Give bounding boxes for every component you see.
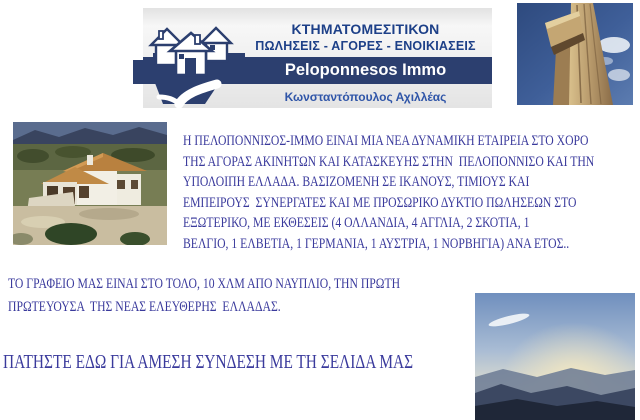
office-line: ΠΡΩΤΕΥΟΥΣΑ ΤΗΣ ΝΕΑΣ ΕΛΕΥΘΕΡΗΣ ΕΛΛΑΔΑΣ.: [8, 299, 281, 315]
intro-line: ΒΕΛΓΙΟ, 1 ΕΛΒΕΤΙΑ, 1 ΓΕΡΜΑΝΙΑ, 1 ΑΥΣΤΡΙΑ, 1 ΝΟΡΒΗΓΙΑ) ΑΝΑ ΕΤΟΣ..: [183, 235, 570, 252]
house-photo: [13, 122, 167, 245]
banner-heading-line1: ΚΤΗΜΑΤΟΜΕΣΙΤΙΚΟΝ: [291, 21, 440, 37]
brand-name: Peloponnesos Immo: [284, 61, 447, 79]
intro-line: ΤΗΣ ΑΓΟΡΑΣ ΑΚΙΝΗΤΩΝ ΚΑΙ ΚΑΤΑΣΚΕΥΗΣ ΣΤΗΝ ΠΕΛΟΠΟΝΝΙΣΟ ΚΑΙ ΤΗΝ: [183, 153, 595, 170]
agent-name: Κωνσταντόπουλος Αχιλλέας: [284, 90, 447, 104]
intro-line: ΥΠΟΛΟΙΠΗ ΕΛΛΑΔΑ. ΒΑΣΙΖΟΜΕΝΗ ΣΕ ΙΚΑΝΟΥΣ, ΤΙΜΙΟΥΣ ΚΑΙ: [183, 174, 530, 190]
intro-line: ΕΞΩΤΕΡΙΚΟ, ΜΕ ΕΚΘΕΣΕΙΣ (4 ΟΛΛΑΝΔΙΑ, 4 ΑΓΓΛΙΑ, 2 ΣΚΟΤΙΑ, 1: [183, 215, 530, 231]
sunset-photo: [475, 293, 635, 420]
intro-line: ΕΜΠΕΙΡΟΥΣ ΣΥΝΕΡΓΑΤΕΣ ΚΑΙ ΜΕ ΠΡΟΣΩΡΙΚΟ ΔΥΚΤΙΟ ΠΩΛΗΣΕΩΝ ΣΤΟ: [183, 194, 577, 211]
intro-line: Η ΠΕΛΟΠΟΝΝΙΣΟΣ-ΙΜΜΟ ΕΙΝΑΙ ΜΙΑ ΝΕΑ ΔΥΝΑΜΙΚΗ ΕΤΑΙΡΕΙΑ ΣΤΟ ΧΟΡΟ: [183, 133, 589, 149]
houses-logo-icon: [131, 20, 253, 108]
header-banner: [143, 8, 492, 108]
intro-paragraph: [183, 131, 640, 254]
columns-photo: [517, 3, 633, 105]
office-location-text: [8, 273, 511, 319]
banner-heading-line2: ΠΩΛΗΣΕΙΣ - ΑΓΟΡΕΣ - ΕΝΟΙΚΙΑΣΕΙΣ: [255, 39, 476, 53]
office-line: ΤΟ ΓΡΑΦΕΙΟ ΜΑΣ ΕΙΝΑΙ ΣΤΟ ΤΟΛΟ, 10 ΧΛΜ ΑΠΟ ΝΑΥΠΛΙΟ, ΤΗΝ ΠΡΩΤΗ: [8, 276, 401, 292]
homepage-link[interactable]: ΠΑΤΗΣΤΕ ΕΔΩ ΓΙΑ ΑΜΕΣΗ ΣΥΝΔΕΣΗ ΜΕ ΤΗ ΣΕΛΙΔΑ ΜΑΣ: [3, 351, 414, 373]
